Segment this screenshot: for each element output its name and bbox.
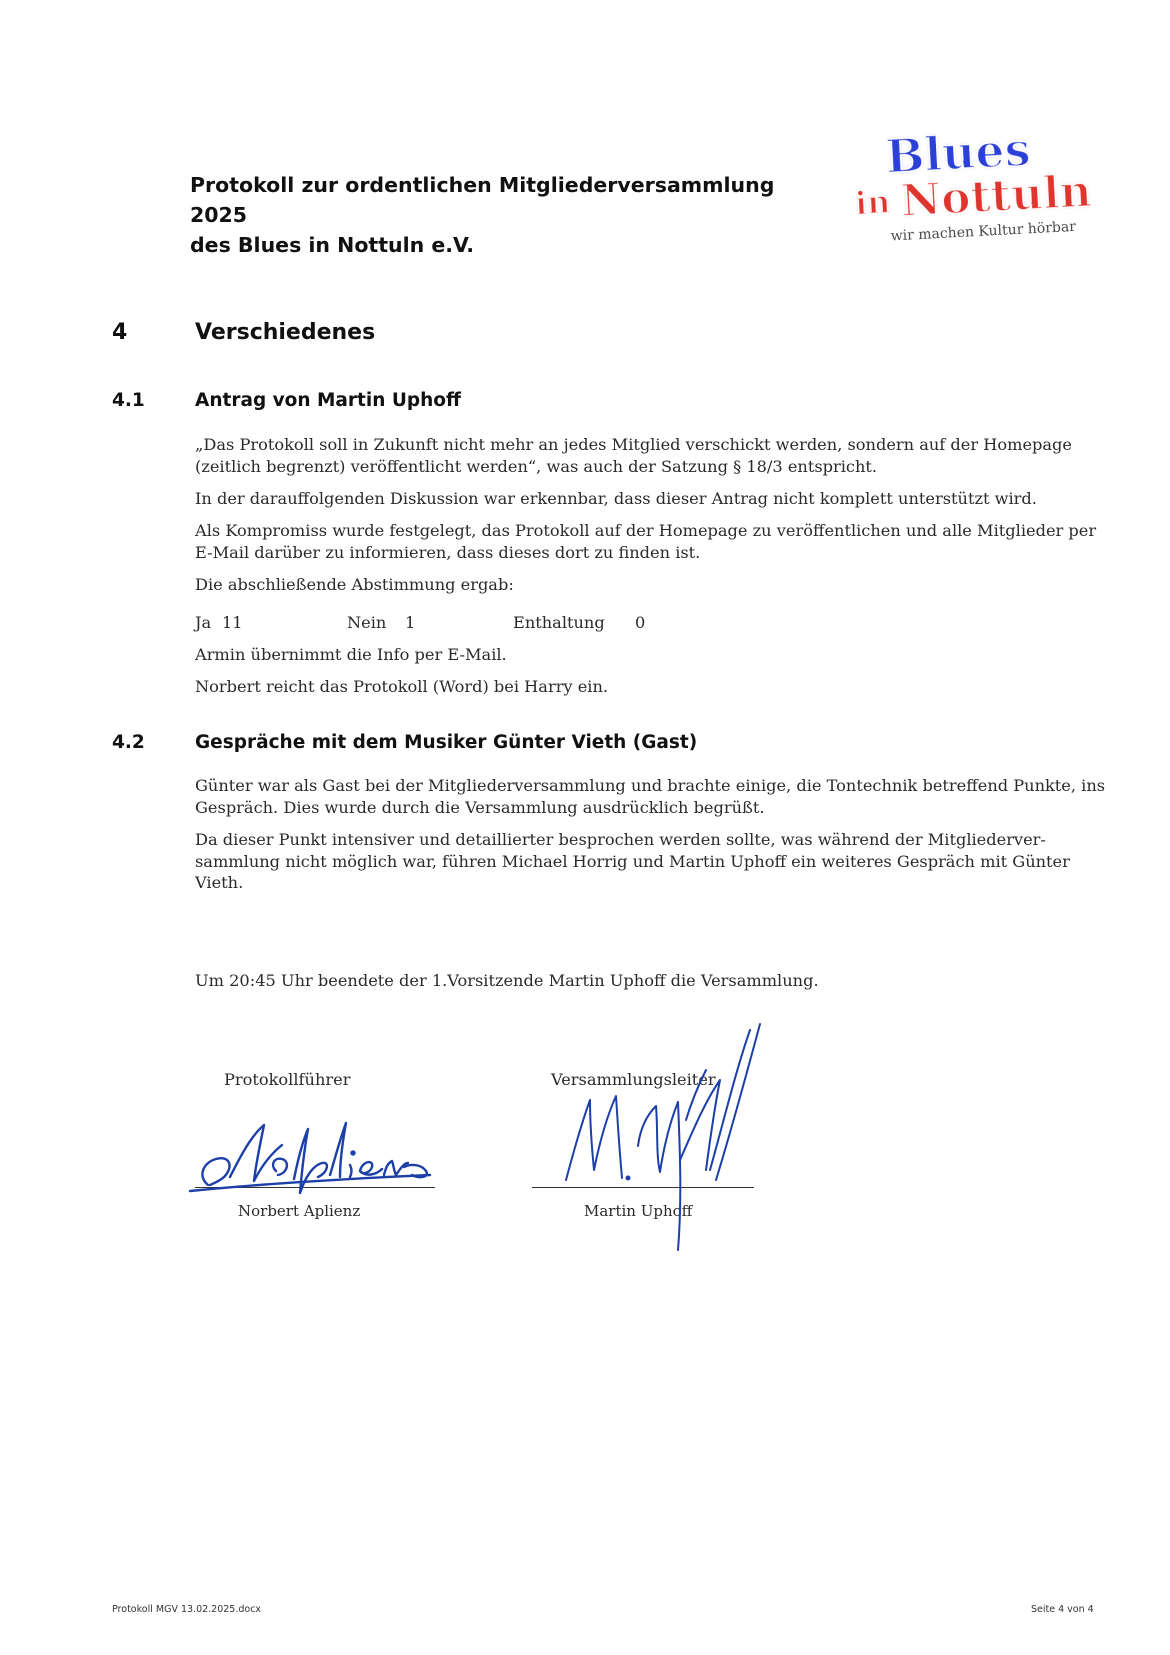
signature-role-right: Versammlungsleiter: [551, 1070, 716, 1089]
subsection-heading-4-1: [112, 390, 1012, 411]
section-title: Verschiedenes: [195, 320, 376, 345]
handwritten-signature-right: [560, 1010, 790, 1280]
paragraph-norbert: Norbert reicht das Protokoll (Word) bei Harry ein.: [195, 677, 609, 696]
logo-tagline: wir machen Kultur hörbar: [890, 218, 1077, 245]
document-title: [190, 170, 830, 260]
signature-role-left: Protokollführer: [224, 1070, 351, 1089]
footer-page-number: Seite 4 von 4: [1031, 1604, 1094, 1615]
logo-word-blues: Blues: [884, 122, 1032, 184]
subsection-heading-4-2: [112, 732, 1012, 753]
logo-word-nottuln: Nottuln: [899, 165, 1093, 227]
paragraph-abstimmung: Die abschließende Abstimmung ergab:: [195, 575, 514, 594]
paragraph-armin: Armin übernimmt die Info per E-Mail.: [195, 645, 507, 664]
vote-yes-value: 11: [222, 613, 243, 632]
paragraph-diskussion: In der darauffolgenden Diskussion war erkennbar, dass dieser Antrag nicht komplett unterstützt wird.: [195, 489, 1037, 508]
paragraph-guenter-gast: Günter war als Gast bei der Mitgliederversammlung und brachte einige, die Tontechnik betreffend Punkte, ins Gespräch. Dies wurde durch die Versammlung ausdrücklich begrüßt.: [195, 776, 1106, 817]
vote-no-value: 1: [405, 613, 416, 632]
vote-abstain-label: Enthaltung: [513, 613, 605, 632]
subsection-title: Antrag von Martin Uphoff: [195, 390, 461, 411]
document-title-line-2: des Blues in Nottuln e.V.: [190, 233, 475, 257]
subsection-title: Gespräche mit dem Musiker Günter Vieth (Gast): [195, 732, 698, 753]
handwritten-signature-left: [190, 1115, 450, 1205]
vote-yes-label: Ja: [195, 613, 212, 632]
vote-abstain-value: 0: [635, 613, 646, 632]
section-heading-4: [112, 320, 1012, 345]
signature-name-right: Martin Uphoff: [584, 1202, 693, 1220]
section-number: 4: [112, 320, 128, 345]
closing-statement: Um 20:45 Uhr beendete der 1.Vorsitzende Martin Uphoff die Versammlung.: [195, 971, 819, 990]
logo-word-in: in: [853, 182, 892, 223]
vote-no-label: Nein: [347, 613, 387, 632]
subsection-number: 4.1: [112, 390, 145, 411]
signature-name-left: Norbert Aplienz: [238, 1202, 361, 1220]
paragraph-weiteres-gespraech: Da dieser Punkt intensiver und detaillierter besprochen werden sollte, was während der Mitgliederver-sammlung nicht möglich war, führen Michael Horrig und Martin Uphoff ein weiteres Gespräch mit Günter Vieth.: [195, 830, 1070, 892]
subsection-number: 4.2: [112, 732, 145, 753]
paragraph-kompromiss: Als Kompromiss wurde festgelegt, das Protokoll auf der Homepage zu veröffentlichen und alle Mitglieder per E-Mail darüber zu informieren, dass dieses dort zu finden ist.: [195, 521, 1097, 562]
footer-filename: Protokoll MGV 13.02.2025.docx: [112, 1604, 262, 1615]
document-title-line-1: Protokoll zur ordentlichen Mitgliederversammlung 2025: [190, 173, 775, 227]
paragraph-antrag: „Das Protokoll soll in Zukunft nicht mehr an jedes Mitglied verschickt werden, sondern auf der Homepage (zeitlich begrenzt) veröffentlicht werden“, was auch der Satzung § 18/3 entspricht.: [195, 435, 1072, 476]
blues-in-nottuln-logo: [852, 116, 1100, 248]
